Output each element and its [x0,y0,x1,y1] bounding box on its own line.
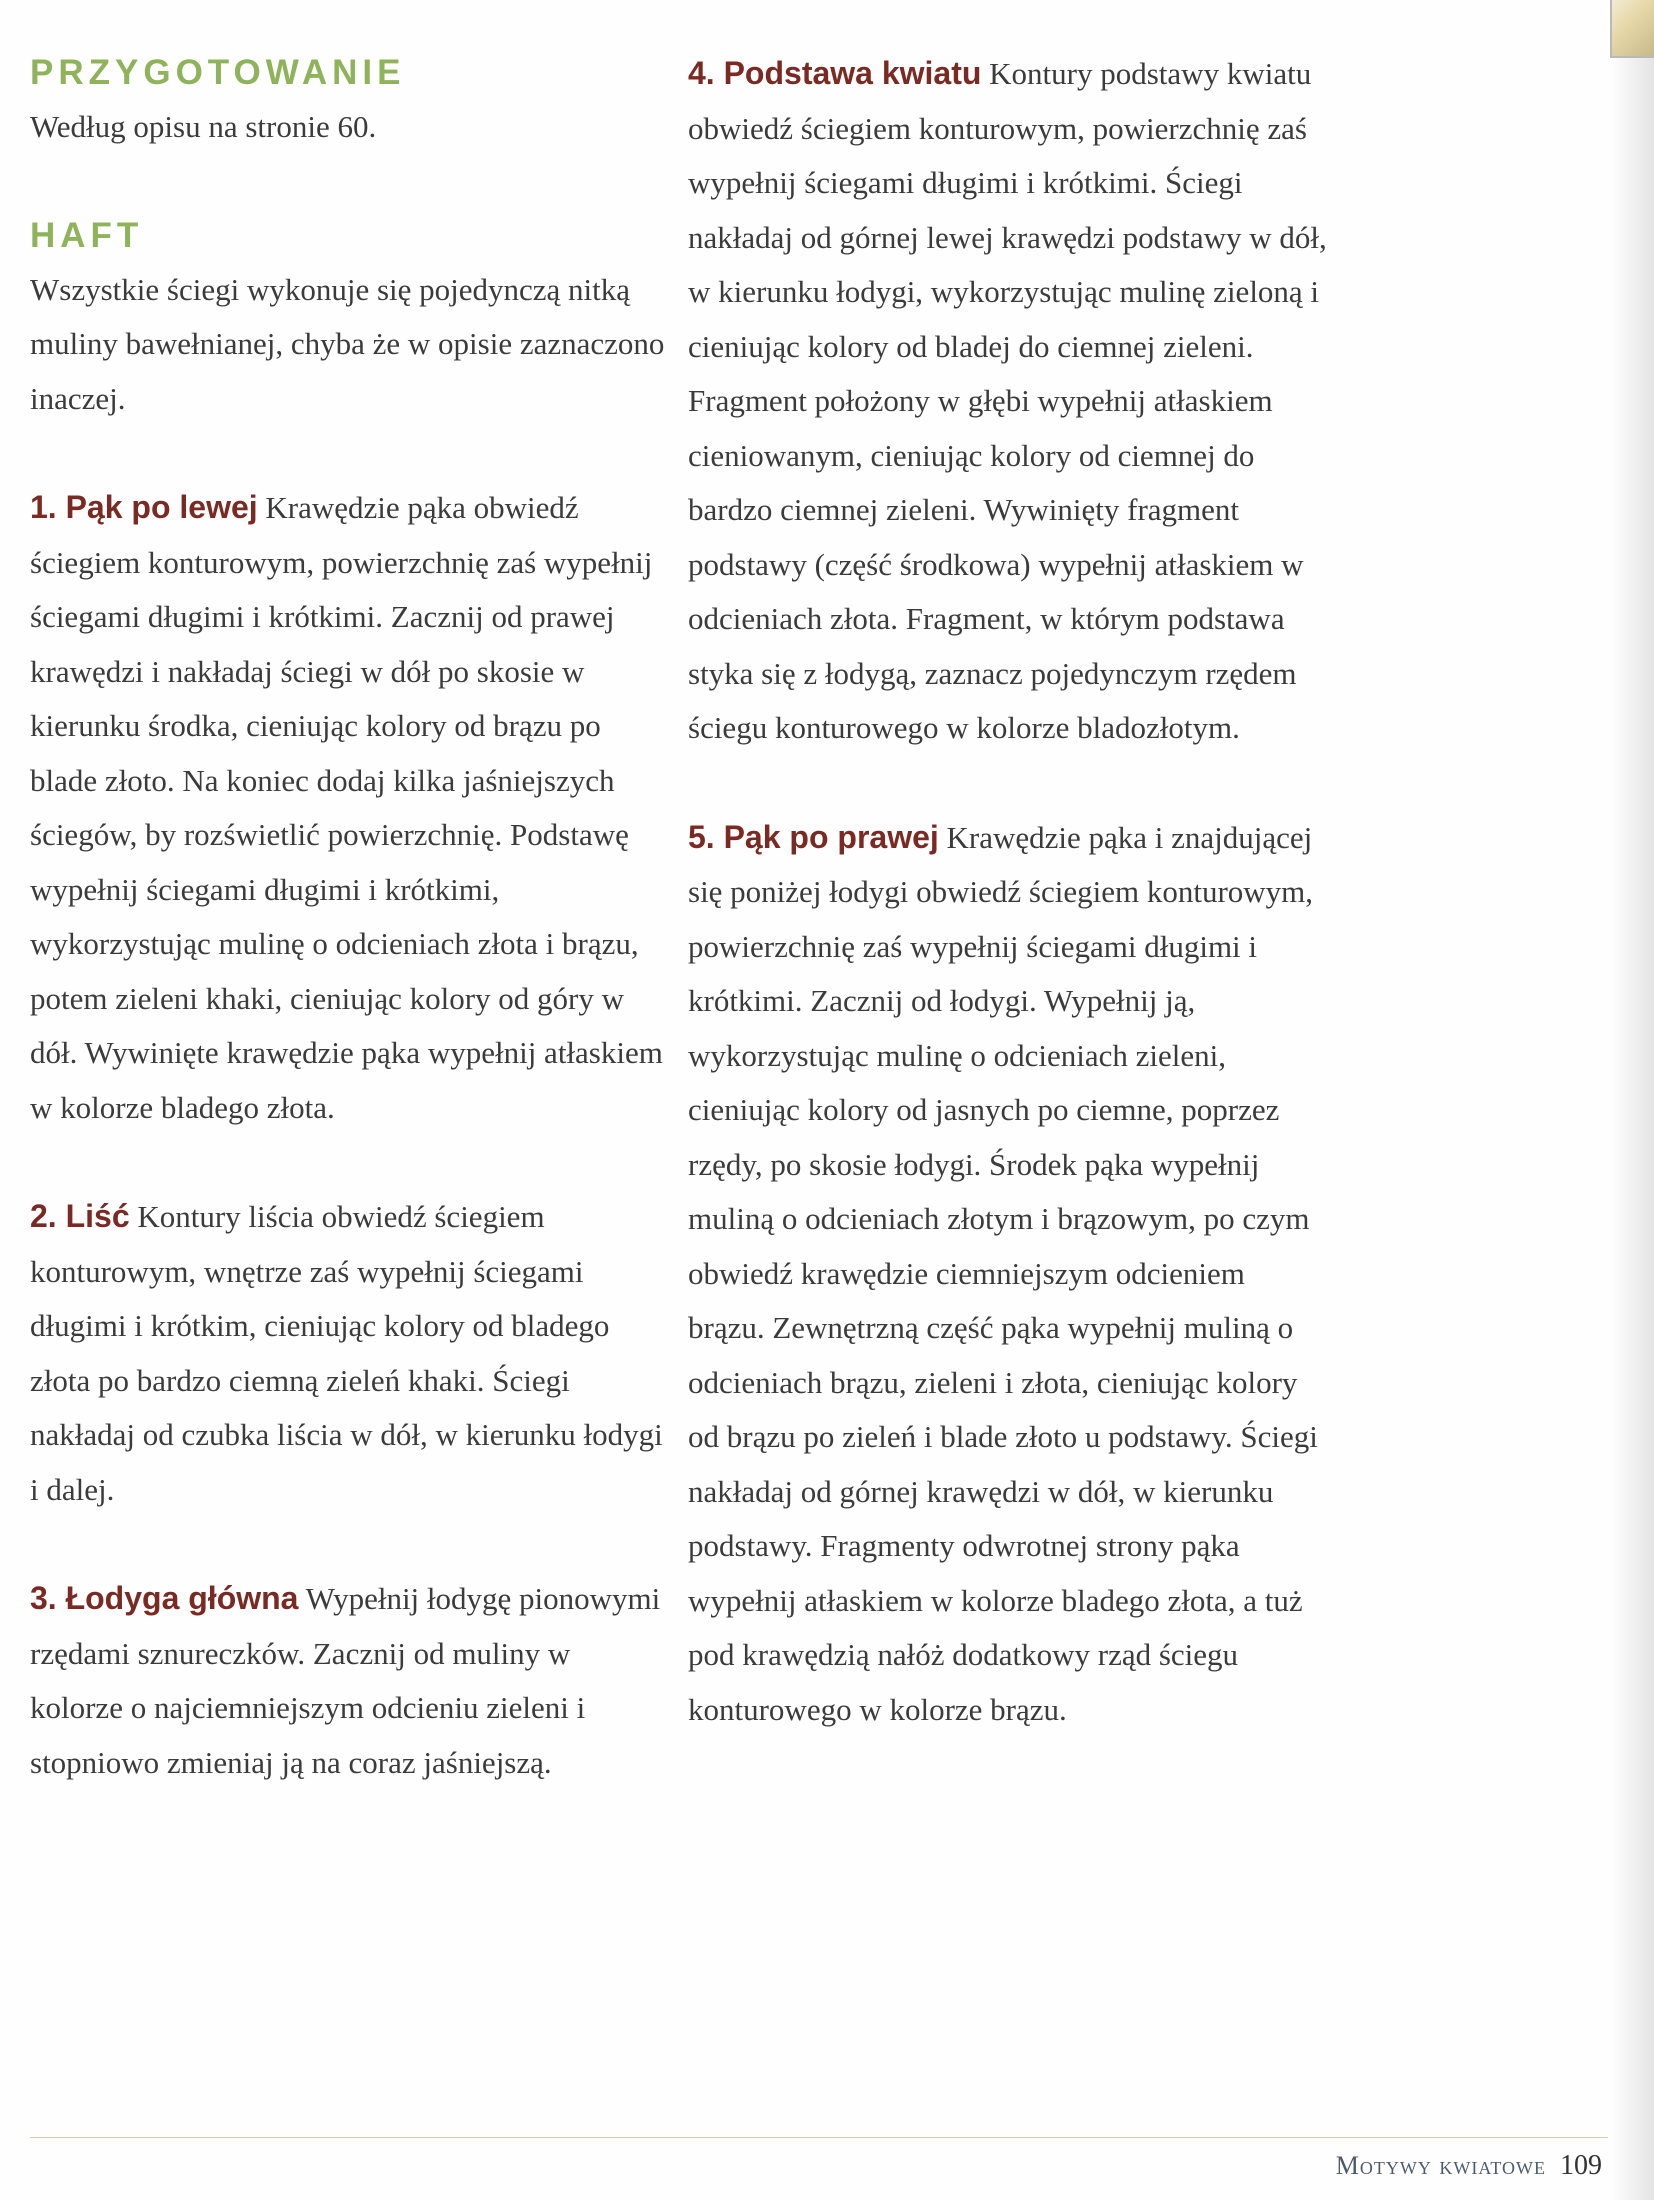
preparation-text: Według opisu na stronie 60. [30,109,377,144]
step-label: 3. Łodyga główna [30,1580,299,1616]
step-paragraph [30,1571,670,1790]
step-paragraph [688,46,1328,756]
step-paragraph [30,480,670,1135]
step-text: Kontury liścia obwiedź ściegiem konturowym, wnętrze zaś wypełnij ściegami długimi i krótkim, cieniując kolory od bladego złota po bardzo ciemną zieleń khaki. Ściegi nakładaj od czubka liścia w dół, w kierunku łodygi i dalej. [30,1199,663,1507]
left-column [30,46,670,1790]
footer-divider [30,2137,1608,2138]
embroidery-text: Wszystkie ściegi wykonuje się pojedynczą nitką muliny bawełnianej, chyba że w opisie zaznaczono inaczej. [30,271,665,416]
step-text: Kontury podstawy kwiatu obwiedź ściegiem konturowym, powierzchnię zaś wypełnij ściegami długimi i krótkimi. Ściegi nakładaj od górnej lewej krawędzi podstawy w dół, w kierunku łodygi, wykorzystując mulinę zieloną i cieniując kolory od bladej do ciemnej zieleni. Fragment położony w głębi wypełnij atłaskiem cieniowanym, cieniując kolory od ciemnej do bardzo ciemnej zieleni. Wywinięty fragment podstawy (część środkowa) wypełnij atłaskiem w odcieniach złota. Fragment, w którym podstawa styka się z łodygą, zaznacz pojedynczym rzędem ściegu konturowego w kolorze bladozłotym. [688,56,1327,745]
corner-thumbnail [1610,0,1654,58]
page-edge-shadow [1610,0,1654,2200]
step-text: Krawędzie pąka obwiedź ściegiem konturowym, powierzchnię zaś wypełnij ściegami długimi i krótkimi. Zacznij od prawej krawędzi i nakładaj ściegi w dół po skosie w kierunku środka, cieniując kolory od brązu po blade złoto. Na koniec dodaj kilka jaśniejszych ściegów, by rozświetlić powierzchnię. Podstawę wypełnij ściegami długimi i krótkimi, wykorzystując mulinę o odcieniach złota i brązu, potem zieleni khaki, cieniując kolory od góry w dół. Wywinięte krawędzie pąka wypełnij atłaskiem w kolorze bladego złota. [30,490,663,1125]
page-footer [1336,2150,1602,2182]
right-column [688,46,1328,1737]
page-number: 109 [1560,2150,1602,2181]
step-label: 2. Liść [30,1198,130,1234]
step-label: 1. Pąk po lewej [30,489,258,525]
step-label: 5. Pąk po prawej [688,818,939,855]
embroidery-heading: HAFT [30,215,144,255]
step-paragraph [688,810,1328,1738]
step-text: Wypełnij łodygę pionowymi rzędami sznureczków. Zacznij od muliny w kolorze o najciemniejszym odcieniu zieleni i stopniowo zmieniaj ją na coraz jaśniejszą. [30,1581,661,1780]
step-paragraph [30,1189,670,1517]
footer-section-name: Motywy kwiatowe [1335,2151,1546,2180]
step-label: 4. Podstawa kwiatu [688,55,982,91]
preparation-heading: PRZYGOTOWANIE [30,53,406,92]
step-text: Krawędzie pąka i znajdującej się poniżej łodygi obwiedź ściegiem konturowym, powierzchnię zaś wypełnij ściegami długimi i krótkimi. Zacznij od łodygi. Wypełnij ją, wykorzystując mulinę o odcieniach zieleni, cieniując kolory od jasnych po ciemne, poprzez rzędy, po skosie łodygi. Środek pąka wypełnij muliną o odcieniach złotym i brązowym, po czym obwiedź krawędzie ciemniejszym odcieniem brązu. Zewnętrzną część pąka wypełnij muliną o odcieniach brązu, zieleni i złota, cieniując kolory od brązu po zieleń i blade złoto u podstawy. Ściegi nakładaj od górnej krawędzi w dół, w kierunku podstawy. Fragmenty odwrotnej strony pąka wypełnij atłaskiem w kolorze bladego złota, a tuż pod krawędzią nałóż dodatkowy rząd ściegu konturowego w kolorze brązu. [688,819,1318,1727]
